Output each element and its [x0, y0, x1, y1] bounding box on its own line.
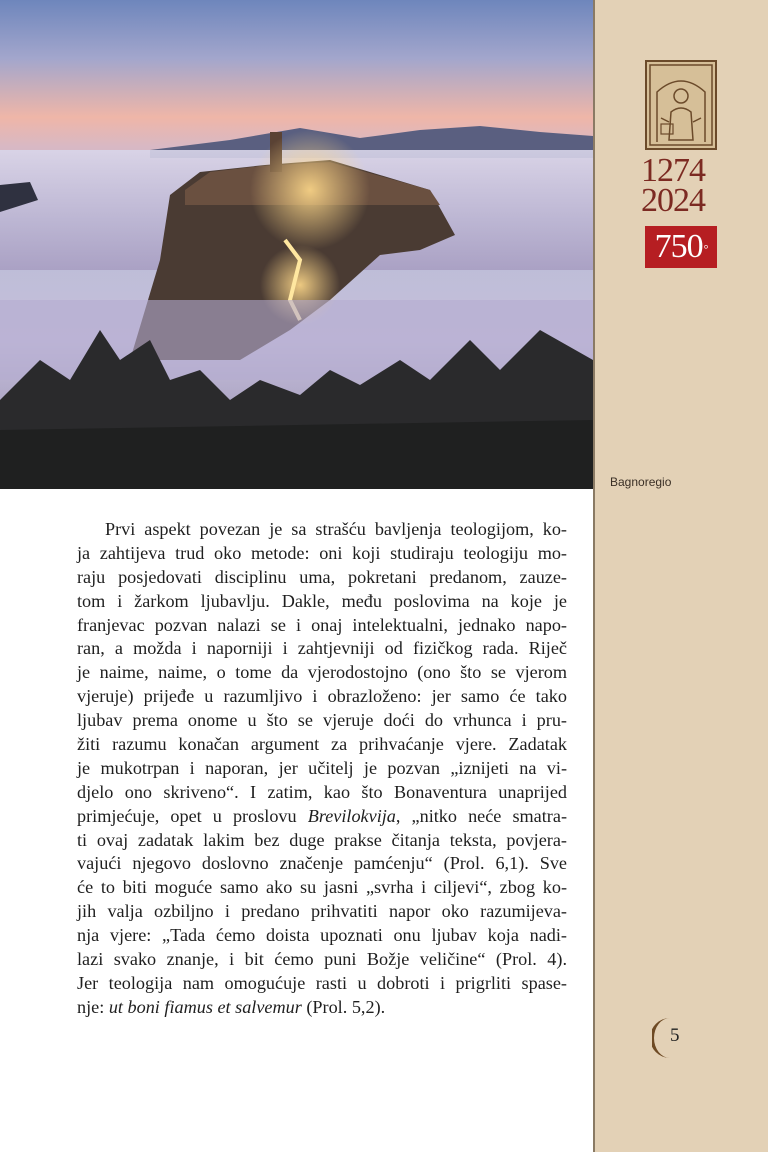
italic-title: Brevilokvija — [307, 805, 396, 826]
text-line: nja vjere: „Tada ćemo doista upoznati onu ljubav koja nadi- — [77, 925, 567, 946]
photo-caption: Bagnoregio — [610, 475, 672, 489]
text-segment: , „nitko neće smatra- — [395, 805, 567, 826]
text-line-with-italic — [77, 996, 567, 1020]
badge-number: 750 — [654, 228, 703, 265]
bagnoregio-photo — [0, 0, 593, 489]
text-line: je mukotrpan i naporan, jer učitelj je pozvan „iznijeti na vi- — [77, 757, 567, 778]
text-line-with-italic — [77, 805, 567, 829]
saint-bonaventure-emblem-icon — [645, 60, 717, 150]
text-segment: nje: — [77, 996, 109, 1017]
landscape-illustration — [0, 0, 593, 489]
text-line: ran, a možda i naporniji i zahtjevniji od fizičkog rada. Riječ — [77, 638, 567, 659]
text-line: tom i žarkom ljubavlju. Dakle, među poslovima na koje je — [77, 590, 567, 611]
text-line: ljubav prema onome u što se vjeruje doći do vrhunca i pru- — [77, 710, 567, 731]
text-line: vjeruje) prijeđe u razumljivo i obrazloženo: jer samo će tako — [77, 686, 567, 707]
text-line: djelo ono skriveno“. I zatim, kao što Bonaventura unaprijed — [77, 781, 567, 802]
anniversary-years — [641, 152, 731, 219]
text-line: Prvi aspekt povezan je sa strašću bavljenja teologijom, ko- — [105, 519, 567, 539]
text-line: vajući njegovo doslovno značenje pamćenju“ (Prol. 6,1). Sve — [77, 853, 567, 874]
text-line: jih valja ozbiljno i predano prihvatiti napor oko razumijeva- — [77, 901, 567, 922]
text-line: franjevac pozvan nalazi se i onaj intelektualni, jednako napo- — [77, 614, 567, 635]
page-number: 5 — [670, 1025, 680, 1046]
text-line: je naime, naime, o tome da vjerodostojno (ono što se vjerom — [77, 662, 567, 683]
year-start: 1274 — [641, 152, 705, 189]
anniversary-badge — [645, 226, 717, 268]
text-line: žiti razumu konačan argument za prihvaćanje vjere. Zadatak — [77, 734, 567, 755]
text-segment: primjećuje, opet u proslovu — [77, 805, 308, 826]
text-line: ti ovaj zadatak lakim bez duge prakse čitanja teksta, povjera- — [77, 829, 567, 850]
year-end: 2024 — [641, 182, 705, 219]
text-line: raju posjedovati disciplinu uma, pokretani predanom, zauze- — [77, 566, 567, 587]
body-paragraph — [77, 518, 567, 1020]
text-segment: (Prol. 5,2). — [301, 996, 386, 1017]
text-line: lazi svako znanje, i bit ćemo puni Božje veličine“ (Prol. 4). — [77, 949, 567, 970]
text-line: će to biti moguće samo ako su jasni „svrha i ciljevi“, zbog ko- — [77, 877, 567, 898]
italic-latin-phrase: ut boni fiamus et salvemur — [108, 996, 302, 1017]
sidebar-panel — [593, 0, 768, 1152]
text-line: ja zahtijeva trud oko metode: oni koji studiraju teologiju mo- — [77, 542, 567, 563]
badge-degree: ° — [703, 242, 708, 256]
text-line: Jer teologija nam omogućuje rasti u dobroti i prigrliti spase- — [77, 972, 567, 993]
